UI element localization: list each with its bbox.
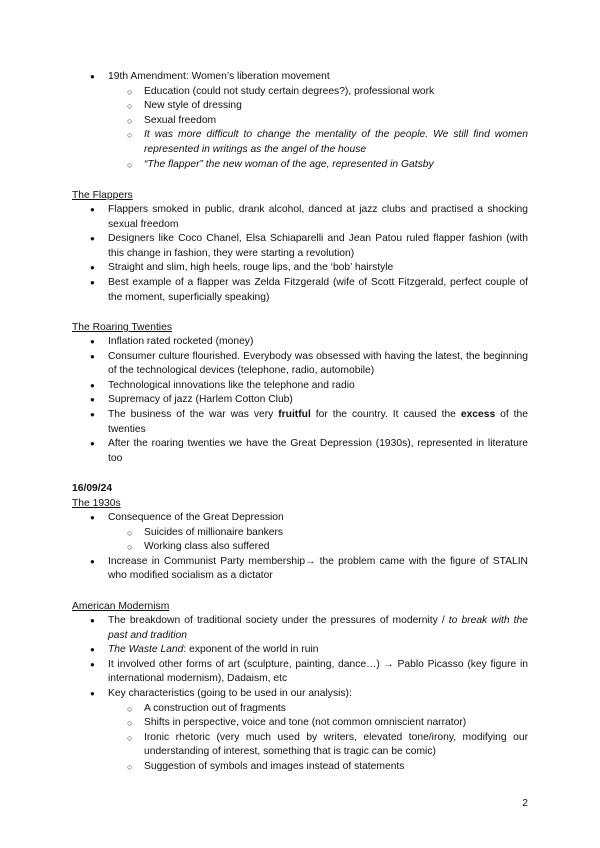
list-item-text: 19th Amendment: Women’s liberation movement xyxy=(108,71,330,82)
section-roaring-twenties xyxy=(72,320,528,466)
section-american-modernism xyxy=(72,599,528,775)
list-item: ● Straight and slim, high heels, rouge lips, and the ‘bob’ hairstyle xyxy=(72,261,528,276)
sub-list-item: ○ Ironic rhetoric (very much used by writers, elevated tone/irony, modifying our understanding of interest, something that is tragic can be comic) xyxy=(108,731,528,760)
list-item-text: Key characteristics (going to be used in our analysis): xyxy=(108,687,352,699)
sub-list-item: ○ A construction out of fragments xyxy=(108,702,528,717)
section-heading: American Modernism xyxy=(72,601,170,612)
list-item: ● The business of the war was very fruitful for the country. It caused the excess of the twenties xyxy=(72,408,528,437)
sub-list-item: ○ It was more difficult to change the mentality of the people. We still find women represented in writings as the angel of the house xyxy=(108,128,528,157)
sub-list-item: ○ “The flapper” the new woman of the age, represented in Gatsby xyxy=(108,158,528,173)
section-heading: The Roaring Twenties xyxy=(72,322,172,333)
section-flappers xyxy=(72,188,528,305)
list-item: ● Consumer culture flourished. Everybody was obsessed with having the latest, the beginning of the technological devices (telephone, radio, automobile) xyxy=(72,350,528,379)
list-item-text: Consequence of the Great Depression xyxy=(108,512,284,523)
list-item: ● Supremacy of jazz (Harlem Cotton Club) xyxy=(72,393,528,408)
list-item: ● Designers like Coco Chanel, Elsa Schiaparelli and Jean Patou ruled flapper fashion (with this change in fashion, they were starting a revolution) xyxy=(72,232,528,261)
sub-list-item: ○ Shifts in perspective, voice and tone (not common omniscient narrator) xyxy=(108,716,528,731)
sub-list-item: ○ Suicides of millionaire bankers xyxy=(108,526,528,541)
list-item: ● Best example of a flapper was Zelda Fitzgerald (wife of Scott Fitzgerald, perfect couple of the moment, superficially speaking) xyxy=(72,276,528,305)
list-item xyxy=(72,70,528,172)
emphasis-excess: excess xyxy=(460,408,496,420)
sub-list-item: ○ Sexual freedom xyxy=(108,114,528,129)
list-item: ● The breakdown of traditional society under the pressures of modernity / to break with the past and tradition xyxy=(72,614,528,643)
date-label: 16/09/24 xyxy=(72,483,113,494)
section-heading: The Flappers xyxy=(72,190,133,201)
list-item: ● After the roaring twenties we have the Great Depression (1930s), represented in literature too xyxy=(72,437,528,466)
section-heading: The 1930s xyxy=(72,498,121,509)
sub-list-item: ○ Working class also suffered xyxy=(108,540,528,555)
list-item xyxy=(72,687,528,775)
section-1930s xyxy=(72,481,528,584)
list-item: ● It involved other forms of art (sculpture, painting, dance…) → Pablo Picasso (key figure in international modernism), Dadaism, etc xyxy=(72,658,528,687)
list-item: ● Increase in Communist Party membership→ the problem came with the figure of STALIN who modified socialism as a dictator xyxy=(72,555,528,584)
list-item: ● Inflation rated rocketed (money) xyxy=(72,335,528,350)
sub-list-item: ○ New style of dressing xyxy=(108,99,528,114)
list-item: ● The Waste Land: exponent of the world in ruin xyxy=(72,643,528,658)
list-item: ● Technological innovations like the telephone and radio xyxy=(72,379,528,394)
list-item: ● Flappers smoked in public, drank alcohol, danced at jazz clubs and practised a shocking sexual freedom xyxy=(72,203,528,232)
list-item xyxy=(72,511,528,555)
emphasis-fruitful: fruitful xyxy=(278,408,311,420)
sub-list-item: ○ Education (could not study certain degrees?), professional work xyxy=(108,85,528,100)
section-19th-amendment xyxy=(72,70,528,172)
page-number: 2 xyxy=(522,798,528,809)
sub-list-item: ○ Suggestion of symbols and images instead of statements xyxy=(108,760,528,775)
